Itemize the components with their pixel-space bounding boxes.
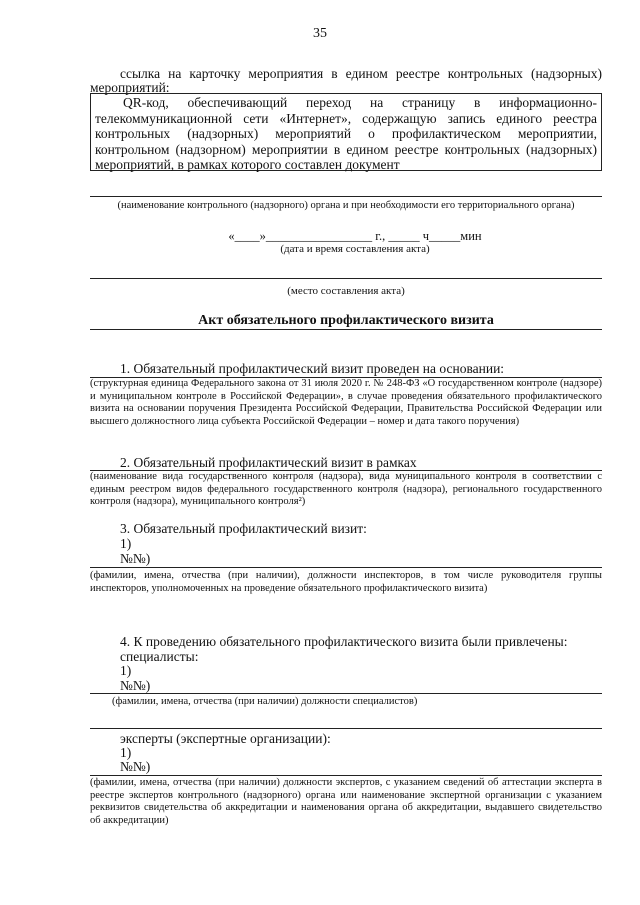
experts-item-n: №№) [120,759,151,774]
section-4-separator-line [90,728,602,729]
section-3-item-n: №№) [120,551,151,566]
page-number: 35 [313,26,327,41]
date-time-field: «____»_________________ г., _____ ч_____мин [228,229,482,243]
section-3-line [90,567,602,568]
experts-caption: (фамилии, имена, отчества (при наличии) должности экспертов, с указанием сведений об аттестации эксперта в реестре экспертов контрольного (надзорного) органа или наименование экспертной организации с указанием реквизитов свидетельства об аккредитации и наименования органа об аккредитации, выдавшего свидетельство об аккредитации) [90,777,602,826]
section-4-specialists-label: специалисты: [120,649,199,664]
experts-line [90,775,602,776]
place-caption: (место составления акта) [287,285,405,297]
document-title: Акт обязательного профилактического визита [198,313,494,328]
section-4-item-1: 1) [120,663,132,678]
section-3-caption: (фамилии, имена, отчества (при наличии), должности инспекторов, в том числе руководителя группы инспекторов, уполномоченных на проведение обязательного профилактического визита) [90,570,602,594]
section-4-line [90,693,602,694]
place-line [90,278,602,279]
section-2-caption: (наименование вида государственного контроля (надзора), вида муниципального контроля в соответствии с единым реестром видов федерального государственного контроля (надзора), регионального государственного контроля (надзора), муниципального контроля²) [90,471,602,507]
title-underline [90,329,602,330]
date-time-caption: (дата и время составления акта) [280,243,430,255]
section-4-item-n: №№) [120,678,151,693]
section-4-caption: (фамилии, имена, отчества (при наличии) должности специалистов) [112,696,418,707]
section-3-heading: 3. Обязательный профилактический визит: [120,521,367,536]
experts-item-1: 1) [120,745,132,760]
section-2-heading: 2. Обязательный профилактический визит в рамках [120,455,417,470]
registry-link-label-cont: мероприятий: [90,80,170,95]
experts-heading: эксперты (экспертные организации): [120,731,331,746]
section-1-heading: 1. Обязательный профилактический визит проведен на основании: [120,361,505,376]
qr-code-box: QR-код, обеспечивающий переход на страницу в информационно-телекоммуникационной сети «Интернет», содержащую запись единого реестра контрольных (надзорных) мероприятий о профилактическом мероприятии, контрольном (надзорном) мероприятии в едином реестре контрольных (надзорных) мероприятий, в рамках которого составлен документ [90,93,602,171]
org-name-line [90,196,602,197]
section-3-item-1: 1) [120,536,132,551]
registry-link-label: ссылка на карточку мероприятия в едином реестре контрольных (надзорных) [120,66,602,81]
org-name-caption: (наименование контрольного (надзорного) органа и при необходимости его территориального органа) [117,200,575,211]
section-4-heading: 4. К проведению обязательного профилактического визита были привлечены: [120,634,568,649]
section-1-caption: (структурная единица Федерального закона от 31 июля 2020 г. № 248-ФЗ «О государственном контроле (надзоре) и муниципальном контроле в Российской Федерации», в случае проведения обязательного профилактического визита на основании поручения Президента Российской Федерации, Правительства Российской Федерации или высшего должностного лица субъекта Российской Федерации – номер и дата такого поручения) [90,378,602,427]
